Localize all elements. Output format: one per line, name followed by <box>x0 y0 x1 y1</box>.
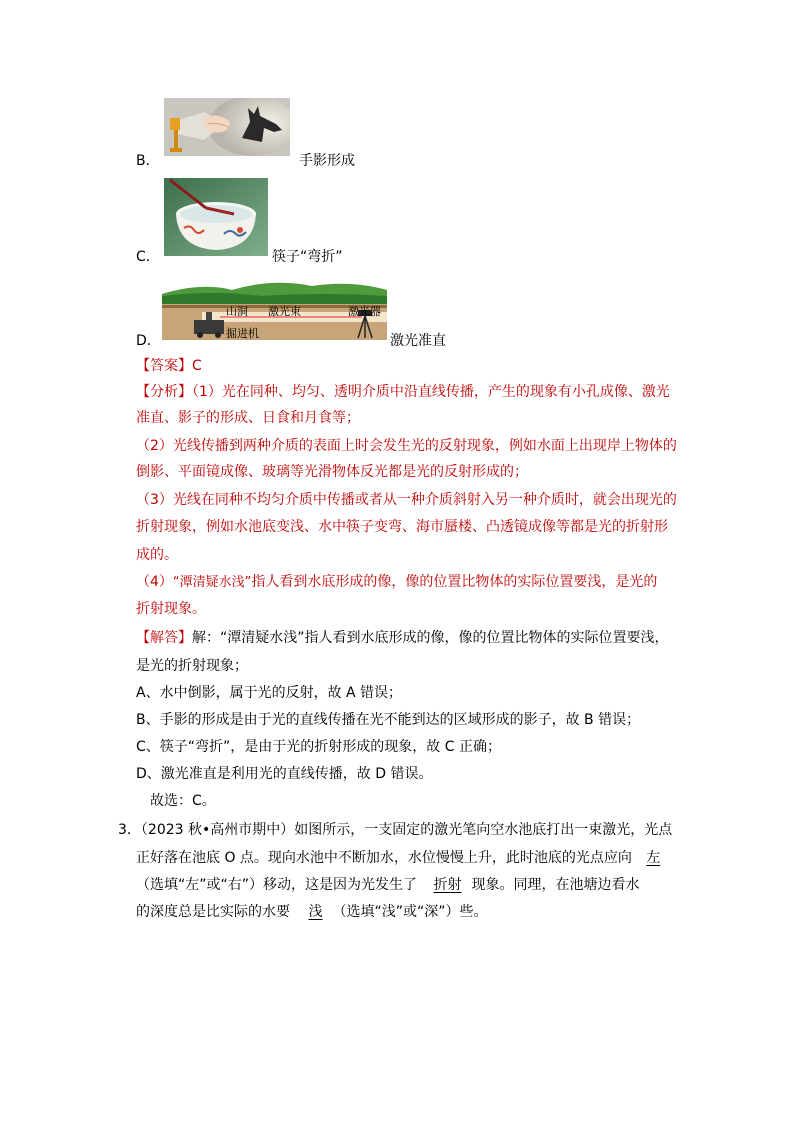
figure-label-beam: 激光束 <box>268 305 301 318</box>
solution-text: 解：“潭清疑水浅”指人看到水底形成的像，像的位置比物体的实际位置要浅， <box>192 630 669 646</box>
option-d-letter: D． <box>136 333 161 349</box>
answer-value: C <box>192 358 202 374</box>
solution-line-1 <box>136 628 669 648</box>
analysis-line-7: 成的。 <box>136 547 178 563</box>
analysis-text: （1）光在同种、均匀、透明介质中沿直线传播，产生的现象有小孔成像、激光 <box>192 384 670 400</box>
analysis-item-4-number: （4） <box>136 574 173 590</box>
solution-line-7: 故选：C。 <box>150 793 216 809</box>
answer-blank-3: 浅 <box>308 904 323 920</box>
question-3-stem: （2023 秋•高州市期中）如图所示，一支固定的激光笔向空水池底打出一束激光，光点 <box>140 822 673 838</box>
question-3-text: 的深度总是比实际的水要 <box>136 904 290 920</box>
hand-shadow-image <box>164 98 290 156</box>
figure-label-machine: 掘进机 <box>226 327 259 340</box>
question-number: 3． <box>118 822 141 838</box>
laser-collimation-image <box>162 272 387 340</box>
option-c-letter: C． <box>136 249 160 265</box>
analysis-line-2: 准直、影子的形成、日食和月食等； <box>136 410 360 426</box>
question-3-line-4 <box>136 902 487 922</box>
question-3-text: （选填“浅”或“深”）些。 <box>332 904 488 920</box>
analysis-line-6: 折射现象，例如水池底变浅、水中筷子变弯、海市蜃楼、凸透镜成像等都是光的折射形 <box>136 519 668 535</box>
analysis-line-3: （2）光线传播到两种介质的表面上时会发生光的反射现象，例如水面上出现岸上物体的 <box>136 438 677 454</box>
solution-line-2: 是光的折射现象； <box>136 658 248 674</box>
option-d-caption: 激光准直 <box>390 333 446 349</box>
figure-label-device: 激光器 <box>348 305 381 318</box>
analysis-line-1 <box>136 382 670 402</box>
analysis-label: 【分析】 <box>136 384 192 400</box>
analysis-line-4: 倒影、平面镜成像、玻璃等光滑物体反光都是光的反射形成的； <box>136 464 528 480</box>
answer-blank-2: 折射 <box>433 877 462 893</box>
answer-line <box>136 356 202 376</box>
question-3-text: （选填“左”或“右”）移动，这是因为光发生了 <box>136 877 418 893</box>
analysis-item-4-text: 指人看到水底形成的像，像的位置比物体的实际位置要浅，是光的 <box>251 574 658 590</box>
answer-blank-1: 左 <box>646 850 661 866</box>
question-3-text: 现象。同理，在池塘边看水 <box>471 877 640 893</box>
solution-line-5: C、筷子“弯折”，是由于光的折射形成的现象，故 C 正确； <box>136 739 501 755</box>
question-3-line-2 <box>136 848 666 868</box>
option-b-letter: B． <box>136 153 160 169</box>
solution-label: 【解答】 <box>136 630 192 646</box>
poem-quote: “潭清疑水浅” <box>172 575 252 590</box>
solution-line-6: D、激光准直是利用光的直线传播，故 D 错误。 <box>136 766 433 782</box>
solution-line-4: B、手影的形成是由于光的直线传播在光不能到达的区域形成的影子，故 B 错误； <box>136 712 641 728</box>
question-3-line-1 <box>118 820 672 840</box>
analysis-line-8 <box>136 572 657 593</box>
option-c-caption: 筷子“弯折” <box>272 249 343 265</box>
solution-line-3: A、水中倒影，属于光的反射，故 A 错误； <box>136 685 403 701</box>
answer-label: 【答案】 <box>136 358 192 374</box>
option-b-caption: 手影形成 <box>299 153 355 169</box>
chopstick-bowl-image <box>164 178 268 256</box>
question-3-line-3 <box>136 875 639 895</box>
question-3-text: 正好落在池底 O 点。现向水池中不断加水，水位慢慢上升，此时池底的光点应向 <box>136 850 632 866</box>
analysis-line-5: （3）光线在同种不均匀介质中传播或者从一种介质斜射入另一种介质时，就会出现光的 <box>136 492 677 508</box>
figure-label-cave: 山洞 <box>226 305 248 318</box>
analysis-line-9: 折射现象。 <box>136 601 206 617</box>
